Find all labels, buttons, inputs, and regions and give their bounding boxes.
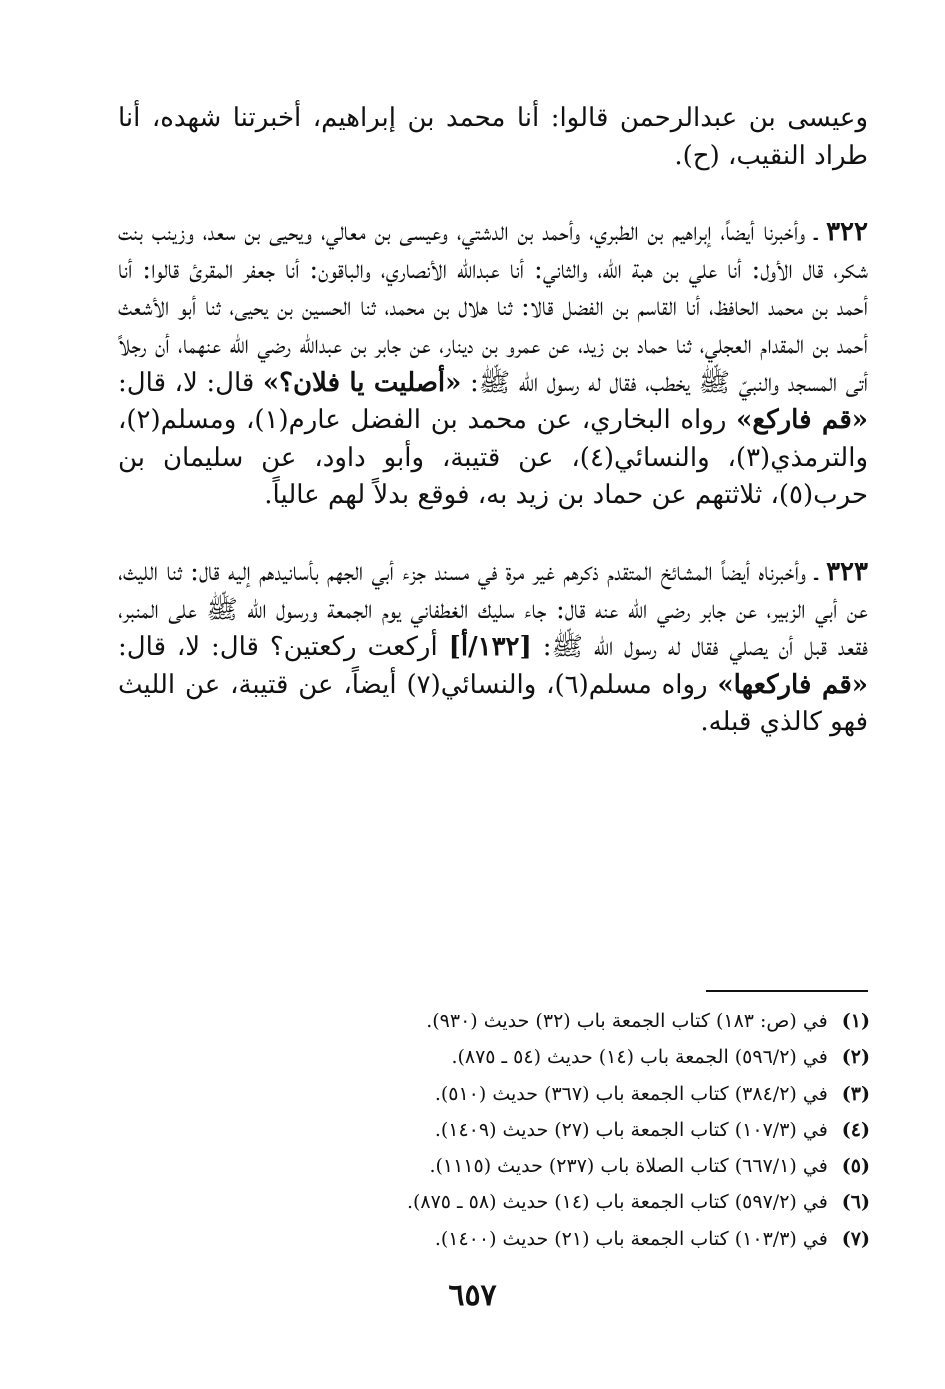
footnote-item (300, 1221, 870, 1257)
hadith-322-quote-2: «قم فاركع» (736, 405, 869, 436)
hadith-322-paragraph (118, 214, 868, 515)
footnote-item (300, 1184, 870, 1220)
footnote-text: في (٦٦٧/١) كتاب الصلاة باب (٢٣٧) حديث (١١١٥). (429, 1155, 828, 1178)
footnote-text: في (١٠٧/٣) كتاب الجمعة باب (٢٧) حديث (١٤٠٩). (434, 1118, 828, 1141)
footnote-item (300, 1039, 870, 1075)
hadith-323-text-c: رواه مسلم(٦)، والنسائي(٧) أيضاً، عن قتيبة، عن الليث فهو كالذي قبله. (118, 669, 868, 738)
hadith-322-text-b: قال: لا، قال: (118, 367, 263, 398)
footnote-text: في (ص: ١٨٣) كتاب الجمعة باب (٣٢) حديث (٩٣٠). (426, 1010, 828, 1032)
hadith-322-quote-1: «أصليت يا فلان؟» (262, 367, 462, 398)
footnote-text: في (١٠٣/٣) كتاب الجمعة باب (٢١) حديث (١٤٠٠). (434, 1227, 828, 1250)
main-text (118, 100, 868, 742)
page-number: ٦٥٧ (448, 1278, 497, 1313)
hadith-323-paragraph (118, 554, 868, 742)
footnote-number: (٦) (841, 1191, 870, 1214)
hadith-323-text-b: أركعت ركعتين؟ قال: لا، قال: (118, 632, 449, 663)
hadith-322-text-c: رواه البخاري، عن محمد بن الفضل عارم(١)، ومسلم(٢)، والترمذي(٣)، والنسائي(٤)، عن قتيبة، وأبو داود، عن سليمان بن حرب(٥)، ثلاثتهم عن حماد بن زيد به، فوقع بدلاً لهم عالياً. (118, 405, 869, 511)
footnote-text: في (٣٨٤/٢) كتاب الجمعة باب (٣٦٧) حديث (٥١٠). (434, 1082, 828, 1105)
footnote-item (300, 1112, 870, 1148)
footnote-divider (706, 990, 868, 992)
footnote-number: (٣) (841, 1082, 870, 1105)
hadith-322-number: ٣٢٢ (826, 217, 868, 248)
footnote-item (300, 1148, 870, 1184)
intro-paragraph (118, 100, 868, 175)
footnote-item (300, 1076, 870, 1112)
hadith-322-text-a: ـ وأخبرنا أيضاً، إبراهيم بن الطبري، وأحمد بن الدشتي، وعيسى بن معالي، ويحيى بن سعد، وزينب بنت شكر، قال الأول: أنا علي بن هبة الله، والثاني: أنا عبدالله الأنصاري، والباقون: أنا جعفر المقرئ قالوا: أنا أحمد بن محمد الحافظ، أنا القاسم بن الفضل قالا: ثنا هلال بن محمد، ثنا الحسين بن يحيى، ثنا أبو الأشعث أحمد بن المقدام العجلي، ثنا حماد بن زيد، عن عمرو بن دينار، عن جابر بن عبدالله رضي الله عنهما، أن رجلاً أتى المسجد والنبيّ ﷺ يخطب، فقال له رسول الله ﷺ: (118, 217, 869, 398)
manuscript-folio-marker: [١٣٢/أ] (448, 632, 532, 663)
footnote-number: (٢) (841, 1046, 870, 1069)
footnote-number: (٤) (841, 1118, 870, 1141)
hadith-323-quote: «قم فاركعها» (717, 669, 868, 700)
intro-text: وعيسى بن عبدالرحمن قالوا: أنا محمد بن إبراهيم، أخبرتنا شهده، أنا طراد النقيب، (ح). (118, 103, 868, 171)
footnotes (300, 1003, 870, 1257)
footnote-number: (٧) (841, 1227, 870, 1250)
footnote-item (300, 1003, 870, 1039)
footnote-number: (١) (841, 1010, 870, 1032)
footnote-number: (٥) (841, 1155, 870, 1178)
hadith-323-text-a: ـ وأخبرناه أيضاً المشائخ المتقدم ذكرهم غير مرة في مسند جزء أبي الجهم بأسانيدهم إليه قال: ثنا الليث، عن أبي الزبير، عن جابر رضي الله عنه قال: جاء سليك الغطفاني يوم الجمعة ورسول الله ﷺ على المنبر، فقعد قبل أن يصلي فقال له رسول الله ﷺ: (118, 556, 868, 663)
hadith-323-number: ٣٢٣ (826, 556, 868, 587)
footnote-text: في (٥٩٦/٢) الجمعة باب (١٤) حديث (٥٤ ـ ٨٧٥). (451, 1046, 828, 1069)
footnote-text: في (٥٩٧/٢) كتاب الجمعة باب (١٤) حديث (٥٨ ـ ٨٧٥). (406, 1191, 828, 1214)
